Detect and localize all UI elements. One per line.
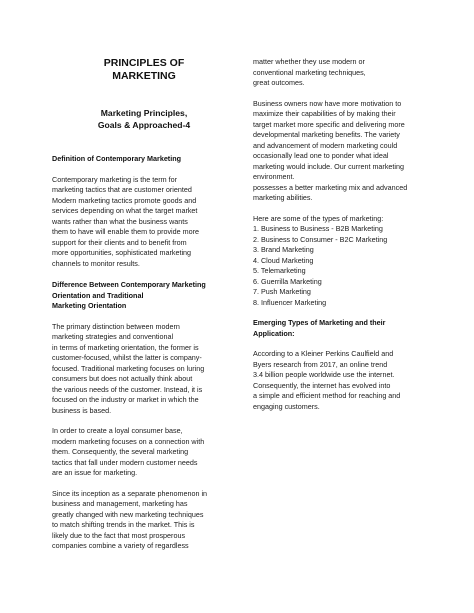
text-line: and advancement of modern marketing could <box>253 140 398 150</box>
list-item: 8. Influencer Marketing <box>253 297 327 307</box>
text-line: them. Consequently, the several marketing <box>52 447 189 456</box>
paragraph-difference-3 <box>52 489 236 552</box>
paragraph-difference-2 <box>52 426 236 479</box>
list-item: 1. Business to Business - B2B Marketing <box>253 224 383 233</box>
paragraph-definition <box>52 175 236 270</box>
heading-line: Marketing Orientation <box>52 301 127 310</box>
text-line: great outcomes. <box>253 78 305 87</box>
text-line: business is based. <box>52 405 112 415</box>
text-line: channels to monitor results. <box>52 258 140 268</box>
text-line: focused. Traditional marketing focuses on luring <box>52 363 205 373</box>
list-item: 3. Brand Marketing <box>253 245 314 254</box>
text-line: In order to create a loyal consumer base, <box>52 426 183 435</box>
subtitle-line: Marketing Principles, <box>100 108 188 118</box>
text-line: to match shifting trends in the market. This is <box>52 520 195 529</box>
paragraph-business-owners <box>253 99 439 204</box>
paragraph-continued <box>253 57 439 89</box>
text-line: a simple and efficient method for reaching and <box>253 391 401 400</box>
left-column <box>52 57 236 552</box>
text-line: greatly changed with new marketing techniques <box>52 509 204 519</box>
paragraph-emerging <box>253 349 439 412</box>
text-line: matter whether they use modern or <box>253 57 365 66</box>
text-line: wants rather than what the business wants <box>52 216 188 226</box>
text-line: modern marketing focuses on a connection with <box>52 436 205 446</box>
text-line: 3.4 billion people worldwide use the internet. <box>253 370 395 379</box>
section-heading-definition: Definition of Contemporary Marketing <box>52 154 181 163</box>
text-line: engaging customers. <box>253 401 320 411</box>
text-line: companies combine a variety of regardless <box>52 541 189 550</box>
text-line: focused on the industry or market in which the <box>52 395 199 404</box>
list-item: 5. Telemarketing <box>253 266 306 275</box>
text-line: conventional marketing techniques, <box>253 67 366 77</box>
list-item: 6. Guerrilla Marketing <box>253 276 322 286</box>
list-item: 4. Cloud Marketing <box>253 255 314 265</box>
text-line: are an issue for marketing. <box>52 468 138 477</box>
marketing-types-list <box>253 224 439 308</box>
text-line: occasionally lead one to ponder what ideal <box>253 151 389 160</box>
heading-line: Emerging Types of Marketing and their <box>253 318 386 327</box>
text-line: environment. <box>253 172 295 181</box>
text-line: business and management, marketing has <box>52 499 188 508</box>
document-subtitle <box>52 107 236 131</box>
text-line: Contemporary marketing is the term for <box>52 174 178 184</box>
text-line: likely due to the fact that most prosperous <box>52 530 186 540</box>
text-line: developmental marketing benefits. The variety <box>253 130 400 139</box>
text-line: marketing would include. Our current marketing <box>253 161 405 171</box>
text-line: Modern marketing tactics promote goods and <box>52 195 197 205</box>
text-line: possesses a better marketing mix and advanced <box>253 182 408 192</box>
text-line: Consequently, the internet has evolved into <box>253 380 391 390</box>
title-line: MARKETING <box>112 70 176 82</box>
text-line: Business owners now have more motivation to <box>253 98 402 108</box>
heading-line: Application: <box>253 328 295 338</box>
text-line: services depending on what the target market <box>52 206 198 215</box>
text-line: more opportunities, sophisticated marketing <box>52 248 192 257</box>
text-line: marketing strategies and conventional <box>52 332 174 341</box>
text-line: support for their clients and to benefit from <box>52 237 187 247</box>
heading-line: Difference Between Contemporary Marketing <box>52 280 206 289</box>
text-line: maximize their capabilities of by making their <box>253 109 396 118</box>
subtitle-line: Goals & Approached-4 <box>97 120 191 130</box>
text-line: marketing abilities. <box>253 193 313 202</box>
text-line: customer-focused, whilst the latter is company- <box>52 353 202 362</box>
types-intro: Here are some of the types of marketing: <box>253 213 384 223</box>
heading-line: Orientation and Traditional <box>52 290 144 300</box>
text-line: The primary distinction between modern <box>52 321 180 331</box>
text-line: them to have will enable them to provide more <box>52 227 200 236</box>
title-line: PRINCIPLES OF <box>103 57 185 69</box>
text-line: Since its inception as a separate phenomenon in <box>52 488 208 498</box>
text-line: target market more specific and delivering more <box>253 119 405 129</box>
section-heading-emerging <box>253 318 439 339</box>
text-line: consumers but does not actually think about <box>52 374 193 383</box>
text-line: Byers research from 2017, an online trend <box>253 359 388 369</box>
text-line: the various needs of the customer. Instead, it is <box>52 384 203 394</box>
text-line: According to a Kleiner Perkins Caulfield and <box>253 349 394 358</box>
list-item: 2. Business to Consumer - B2C Marketing <box>253 234 388 244</box>
text-line: marketing tactics that are customer oriented <box>52 185 192 194</box>
text-line: tactics that fall under modern customer needs <box>52 457 198 467</box>
paragraph-difference-1 <box>52 322 236 417</box>
section-heading-difference <box>52 280 236 312</box>
right-column <box>253 57 439 412</box>
list-item: 7. Push Marketing <box>253 287 311 296</box>
document-title <box>52 57 236 83</box>
text-line: in terms of marketing orientation, the former is <box>52 342 199 352</box>
